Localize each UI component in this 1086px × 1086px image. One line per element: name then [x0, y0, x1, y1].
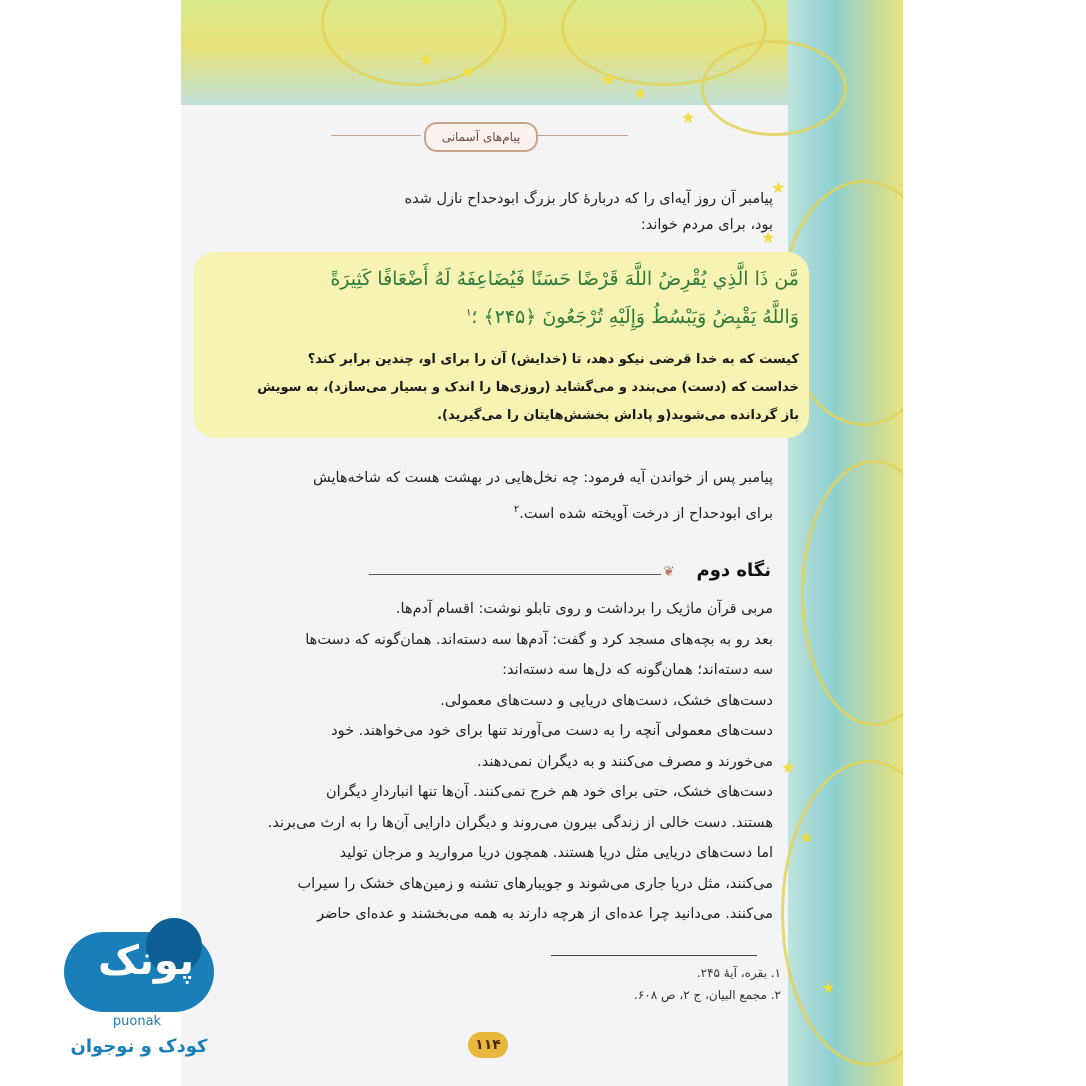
paragraph-line: می‌خورند و مصرف می‌کنند و به دیگران نمی‌دهند. [477, 753, 773, 770]
paragraph-line [221, 494, 773, 530]
star-icon: ★ [461, 62, 476, 81]
star-icon: ★ [419, 50, 434, 69]
page-number: ۱۱۴ [468, 1032, 508, 1058]
verse-arabic-line [205, 306, 799, 328]
star-icon: ★ [781, 758, 796, 777]
paragraph-line: دست‌های معمولی آنچه را به دست می‌آورند تنها برای خود می‌خواهند. خود [331, 723, 773, 739]
header-rule-left [331, 135, 421, 136]
section-body [225, 594, 773, 930]
logo-wordmark: پونک [97, 938, 195, 984]
paragraph-line: می‌کنند، مثل دریا جاری می‌شوند و جویبارهای تشنه و زمین‌های خشک را سیراب [297, 875, 773, 892]
footnote-marker: ۲ [513, 504, 520, 515]
paragraph-line: دست‌های خشک، حتی برای خود هم خرج نمی‌کنند. آن‌ها تنها انباردارِ دیگران [325, 784, 773, 800]
paragraph-line: دست‌های خشک، دست‌های دریایی و دست‌های معمولی. [440, 692, 773, 709]
star-icon: ★ [771, 178, 786, 197]
publisher-logo [54, 912, 244, 1072]
vine-ornament [701, 40, 847, 136]
logo-latin-name: puonak [112, 1014, 162, 1029]
translation-line: خداست که (دست) می‌بندد و می‌گشاید (روزی‌ها را اندک و بسیار می‌سازد)، به سویش [257, 380, 799, 395]
paragraph-line: سه دسته‌اند؛ همان‌گونه که دل‌ها سه دسته‌اند: [502, 662, 773, 678]
running-header: پیام‌های آسمانی [424, 122, 538, 152]
paragraph-line: پیامبر پس از خواندن آیه فرمود: چه نخل‌هایی در بهشت هست که شاخه‌هایش [312, 470, 773, 486]
footnote-item: ۲. مجمع البیان، ج ۲، ص ۶۰۸. [634, 988, 781, 1002]
star-icon: ★ [601, 70, 616, 89]
star-icon: ★ [761, 228, 776, 247]
paragraph-text: برای ابودحداح از درخت آویخته شده است. [519, 505, 773, 522]
intro-paragraph [225, 186, 773, 238]
translation-line: باز گردانده می‌شوید(و پاداش بخشش‌هایتان را می‌گیرید). [437, 408, 799, 423]
footnote-rule [551, 955, 757, 956]
star-icon: ★ [799, 828, 814, 847]
star-icon: ★ [633, 84, 648, 103]
section-rule [369, 574, 661, 575]
paragraph-line: اما دست‌های دریایی مثل دریا هستند. همچون دریا مروارید و مرجان تولید [339, 845, 773, 861]
paragraph-line: هستند. دست خالی از زندگی بیرون می‌روند و دیگران دارایی آن‌ها را به ارث می‌برند. [267, 814, 773, 831]
intro-line: پیامبر آن روز آیه‌ای را که دربارهٔ کار بزرگ ابودحداح نازل شده [404, 191, 773, 207]
header-rule-right [538, 135, 628, 136]
verse-arabic-line: مَّن ذَا الَّذِي يُقْرِضُ اللَّهَ قَرْضًا حَسَنًا فَيُضَاعِفَهُ لَهُ أَضْعَافًا كَثِيرَةً [330, 268, 799, 290]
paragraph-line: بعد رو به بچه‌های مسجد کرد و گفت: آدم‌ها سه دسته‌اند. همان‌گونه که دست‌ها [305, 631, 773, 648]
book-page [181, 0, 903, 1086]
footnote-marker: ۱ [466, 307, 472, 319]
after-verse-paragraph [221, 462, 773, 530]
leaf-ornament-icon: ❦ [663, 564, 675, 580]
intro-line: بود، برای مردم خواند: [640, 217, 773, 233]
logo-tagline: کودک و نوجوان [70, 1036, 208, 1057]
translation-line: کیست که به خدا قرضی نیکو دهد، تا (خدایش) آن را برای او، چندین برابر کند؟ [307, 352, 799, 367]
section-title: نگاه دوم [696, 560, 771, 581]
paragraph-line: می‌کنند. می‌دانید چرا عده‌ای از هرچه دارند به همه می‌بخشند و عده‌ای حاضر [317, 906, 773, 922]
paragraph-line: مربی قرآن ماژیک را برداشت و روی تابلو نوشت: اقسام آدم‌ها. [395, 601, 773, 617]
footnote-item: ۱. بقره، آیهٔ ۲۴۵. [696, 966, 781, 980]
star-icon: ★ [821, 978, 836, 997]
verse-translation [205, 346, 799, 430]
star-icon: ★ [681, 108, 696, 127]
footnotes [481, 962, 781, 1006]
verse-arabic-text: وَاللَّهُ يَقْبِضُ وَيَبْسُطُ وَإِلَيْهِ تُرْجَعُونَ ﴿۲۴۵﴾ ؛ [471, 306, 799, 328]
